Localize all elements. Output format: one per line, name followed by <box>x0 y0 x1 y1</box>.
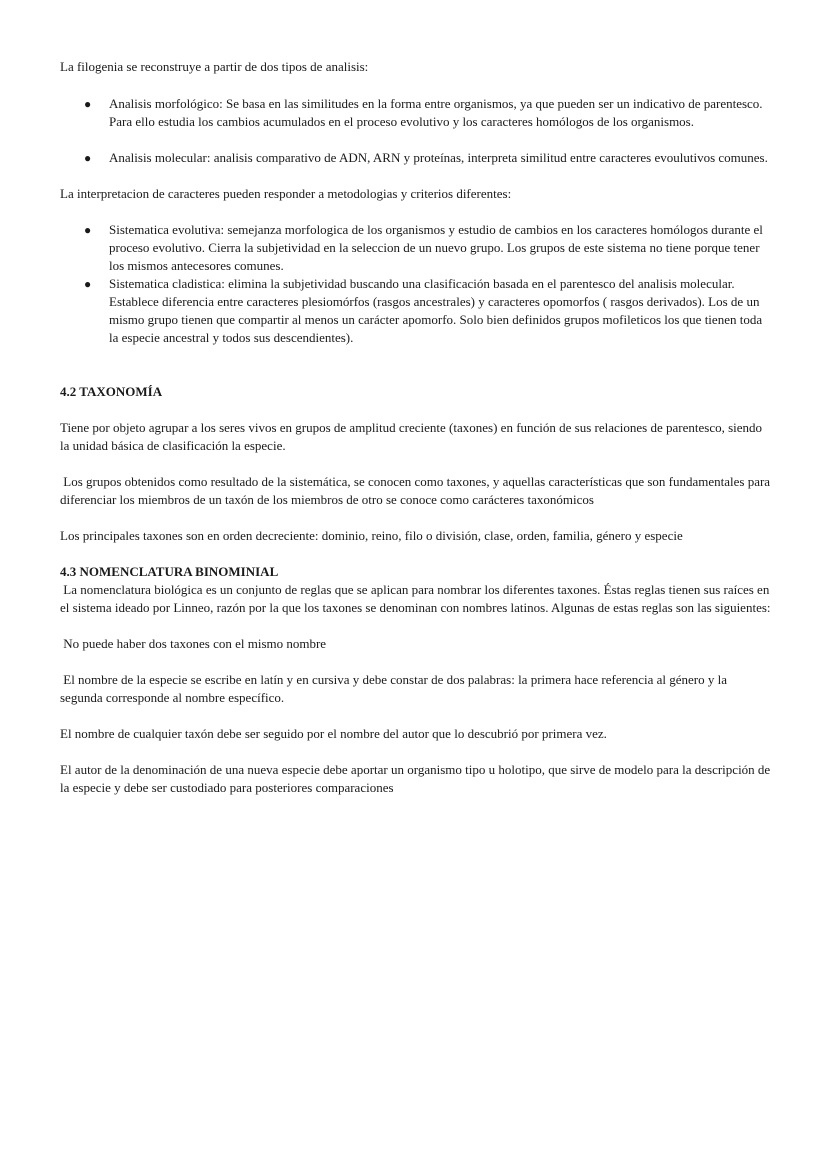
document-page <box>60 58 772 797</box>
nomenclature-paragraph: No puede haber dos taxones con el mismo nombre <box>60 636 327 651</box>
list-item-text: Analisis molecular: analisis comparativo de ADN, ARN y proteínas, interpreta similitud entre caracteres evoulutivos comunes. <box>109 150 768 165</box>
nomenclature-paragraph: El autor de la denominación de una nueva especie debe aportar un organismo tipo u holotipo, que sirve de modelo para la descripción de la especie y debe ser custodiado para posteriores comparaciones <box>60 762 771 795</box>
list-item <box>60 95 772 131</box>
list-item <box>60 149 772 167</box>
intro-phylogeny: La filogenia se reconstruye a partir de dos tipos de analisis: <box>60 59 369 74</box>
systematics-list <box>60 221 772 347</box>
nomenclature-paragraph: La nomenclatura biológica es un conjunto de reglas que se aplican para nombrar los diferentes taxones. Éstas reglas tienen sus raíces en el sistema ideado por Linneo, razón por la que los taxones se denominan con nombres latinos. Algunas de estas reglas son las siguientes: <box>60 582 773 615</box>
intro-interpretation: La interpretacion de caracteres pueden responder a metodologias y criterios diferentes: <box>60 186 512 201</box>
taxonomy-heading: 4.2 TAXONOMÍA <box>60 384 163 399</box>
list-item-text: Sistematica evolutiva: semejanza morfologica de los organismos y estudio de cambios en los caracteres homólogos durante el proceso evolutivo. Cierra la subjetividad en la seleccion de un nuevo grupo. Los grupos de este sistema no tiene porque tener los mismos antecesores comunes. <box>109 222 763 273</box>
bullet-icon: ● <box>84 151 92 165</box>
bullet-icon: ● <box>84 277 92 291</box>
bullet-icon: ● <box>84 97 92 111</box>
list-item-text: Sistematica cladistica: elimina la subjetividad buscando una clasificación basada en el parentesco del analisis molecular. Establece diferencia entre caracteres plesiomórfos (rasgos ancestrales) y caracteres opomorfos ( rasgos derivados). Los de un mismo grupo tienen que compartir al menos un carácter apomorfo. Solo bien definidos grupos mofileticos los que tienen toda la especie ancestral y todos sus descendientes). <box>109 276 763 345</box>
taxonomy-paragraph: Los principales taxones son en orden decreciente: dominio, reino, filo o división, clase, orden, familia, género y especie <box>60 528 683 543</box>
bullet-icon: ● <box>84 223 92 237</box>
nomenclature-paragraph: El nombre de la especie se escribe en latín y en cursiva y debe constar de dos palabras: la primera hace referencia al género y la segunda corresponde al nombre específico. <box>60 672 731 705</box>
nomenclature-heading: 4.3 NOMENCLATURA BINOMINIAL <box>60 564 279 579</box>
taxonomy-paragraph: Los grupos obtenidos como resultado de la sistemática, se conocen como taxones, y aquellas características que son fundamentales para diferenciar los miembros de un taxón de los miembros de otro se conoce como carácteres taxonómicos <box>60 474 774 507</box>
list-item-text: Analisis morfológico: Se basa en las similitudes en la forma entre organismos, ya que pueden ser un indicativo de parentesco. Para ello estudia los cambios acumulados en el proceso evolutivo y los caracteres homólogos de los organismos. <box>109 96 763 129</box>
analysis-types-list <box>60 95 772 167</box>
list-item <box>60 275 772 347</box>
taxonomy-paragraph: Tiene por objeto agrupar a los seres vivos en grupos de amplitud creciente (taxones) en función de sus relaciones de parentesco, siendo la unidad básica de clasificación la especie. <box>60 420 763 453</box>
nomenclature-paragraph: El nombre de cualquier taxón debe ser seguido por el nombre del autor que lo descubrió por primera vez. <box>60 726 607 741</box>
list-item <box>60 221 772 275</box>
